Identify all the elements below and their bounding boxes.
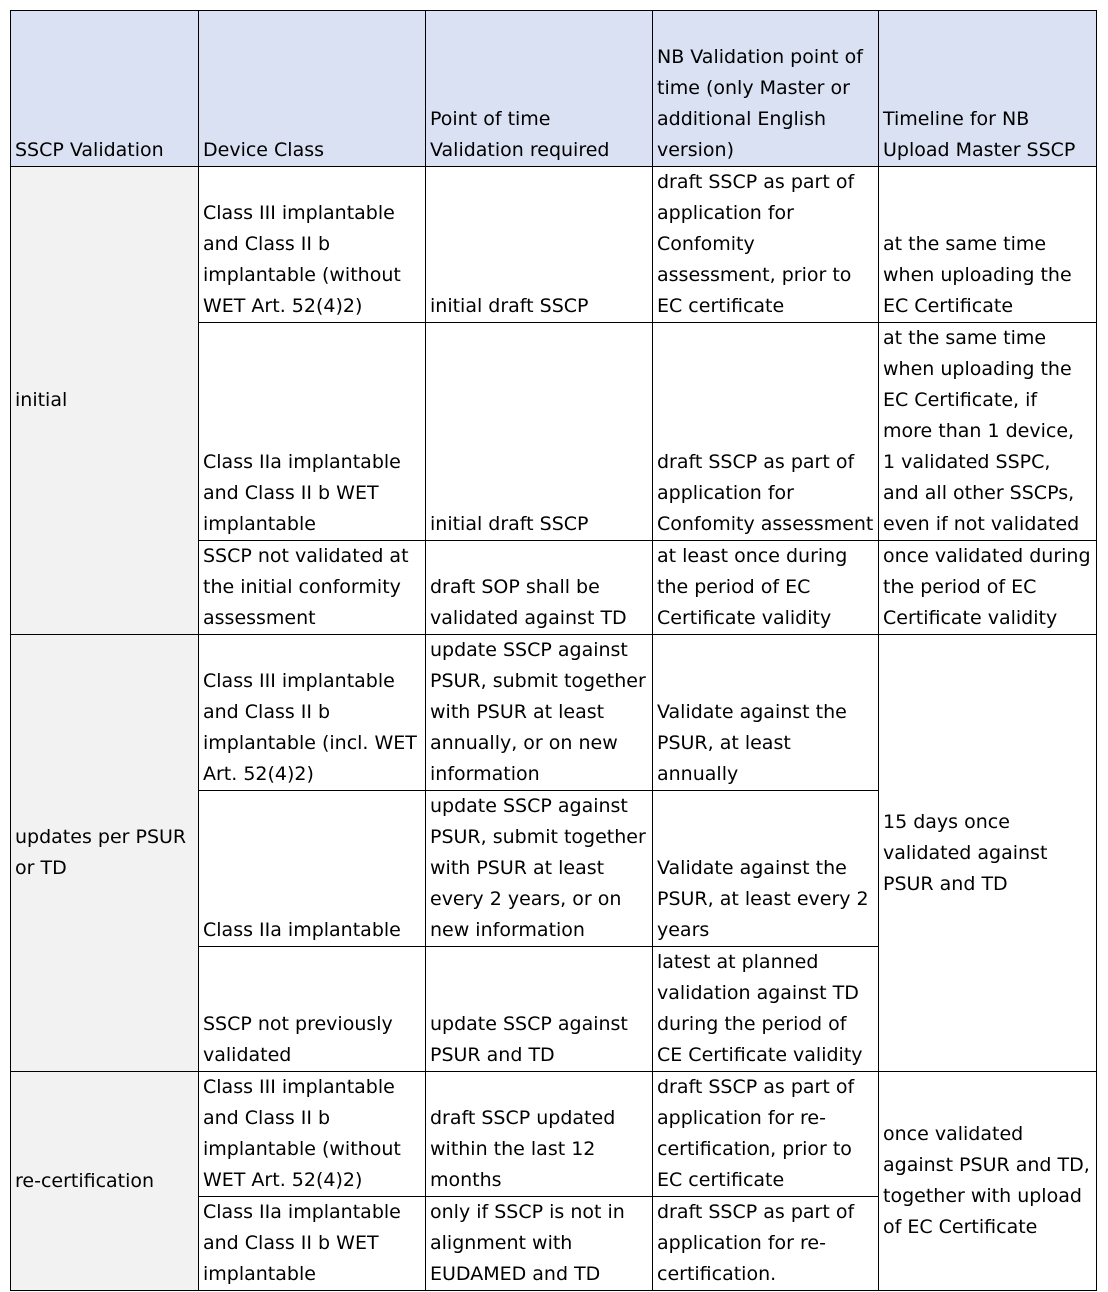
nb-validation-cell: at least once during the period of EC Certificate validity — [653, 541, 879, 635]
timeline-cell: at the same time when uploading the EC Certificate — [879, 167, 1097, 323]
timeline-cell: once validated against PSUR and TD, together with upload of EC Certificate — [879, 1072, 1097, 1291]
device-class-cell: Class IIa implantable and Class II b WET implantable — [199, 323, 426, 541]
header-sscp-validation: SSCP Validation — [11, 11, 199, 167]
header-device-class: Device Class — [199, 11, 426, 167]
point-of-time-cell: initial draft SSCP — [426, 167, 653, 323]
timeline-cell: 15 days once validated against PSUR and TD — [879, 635, 1097, 1072]
nb-validation-cell: draft SSCP as part of application for Confomity assessment — [653, 323, 879, 541]
point-of-time-cell: update SSCP against PSUR and TD — [426, 947, 653, 1072]
header-row — [11, 11, 1097, 167]
device-class-cell: SSCP not validated at the initial conformity assessment — [199, 541, 426, 635]
table-row — [11, 635, 1097, 791]
header-nb-validation: NB Validation point of time (only Master or additional English version) — [653, 11, 879, 167]
device-class-cell: Class IIa implantable — [199, 791, 426, 947]
sscp-validation-table — [10, 10, 1097, 1291]
group-label-recertification: re-certification — [11, 1072, 199, 1291]
device-class-cell: Class III implantable and Class II b implantable (without WET Art. 52(4)2) — [199, 167, 426, 323]
point-of-time-cell: only if SSCP is not in alignment with EUDAMED and TD — [426, 1197, 653, 1291]
header-point-of-time: Point of time Validation required — [426, 11, 653, 167]
table-row — [11, 1072, 1097, 1197]
group-label-updates: updates per PSUR or TD — [11, 635, 199, 1072]
point-of-time-cell: draft SOP shall be validated against TD — [426, 541, 653, 635]
timeline-cell: once validated during the period of EC Certificate validity — [879, 541, 1097, 635]
point-of-time-cell: initial draft SSCP — [426, 323, 653, 541]
nb-validation-cell: draft SSCP as part of application for re-certification, prior to EC certificate — [653, 1072, 879, 1197]
point-of-time-cell: draft SSCP updated within the last 12 months — [426, 1072, 653, 1197]
table-row — [11, 167, 1097, 323]
nb-validation-cell: Validate against the PSUR, at least every 2 years — [653, 791, 879, 947]
point-of-time-cell: update SSCP against PSUR, submit together with PSUR at least annually, or on new information — [426, 635, 653, 791]
nb-validation-cell: draft SSCP as part of application for re-certification. — [653, 1197, 879, 1291]
timeline-cell: at the same time when uploading the EC Certificate, if more than 1 device, 1 validated SSPC, and all other SSCPs, even if not validated — [879, 323, 1097, 541]
point-of-time-cell: update SSCP against PSUR, submit together with PSUR at least every 2 years, or on new information — [426, 791, 653, 947]
device-class-cell: Class IIa implantable and Class II b WET implantable — [199, 1197, 426, 1291]
device-class-cell: Class III implantable and Class II b implantable (incl. WET Art. 52(4)2) — [199, 635, 426, 791]
nb-validation-cell: draft SSCP as part of application for Confomity assessment, prior to EC certificate — [653, 167, 879, 323]
nb-validation-cell: latest at planned validation against TD during the period of CE Certificate validity — [653, 947, 879, 1072]
device-class-cell: Class III implantable and Class II b implantable (without WET Art. 52(4)2) — [199, 1072, 426, 1197]
group-label-initial: initial — [11, 167, 199, 635]
header-timeline: Timeline for NB Upload Master SSCP — [879, 11, 1097, 167]
nb-validation-cell: Validate against the PSUR, at least annually — [653, 635, 879, 791]
device-class-cell: SSCP not previously validated — [199, 947, 426, 1072]
